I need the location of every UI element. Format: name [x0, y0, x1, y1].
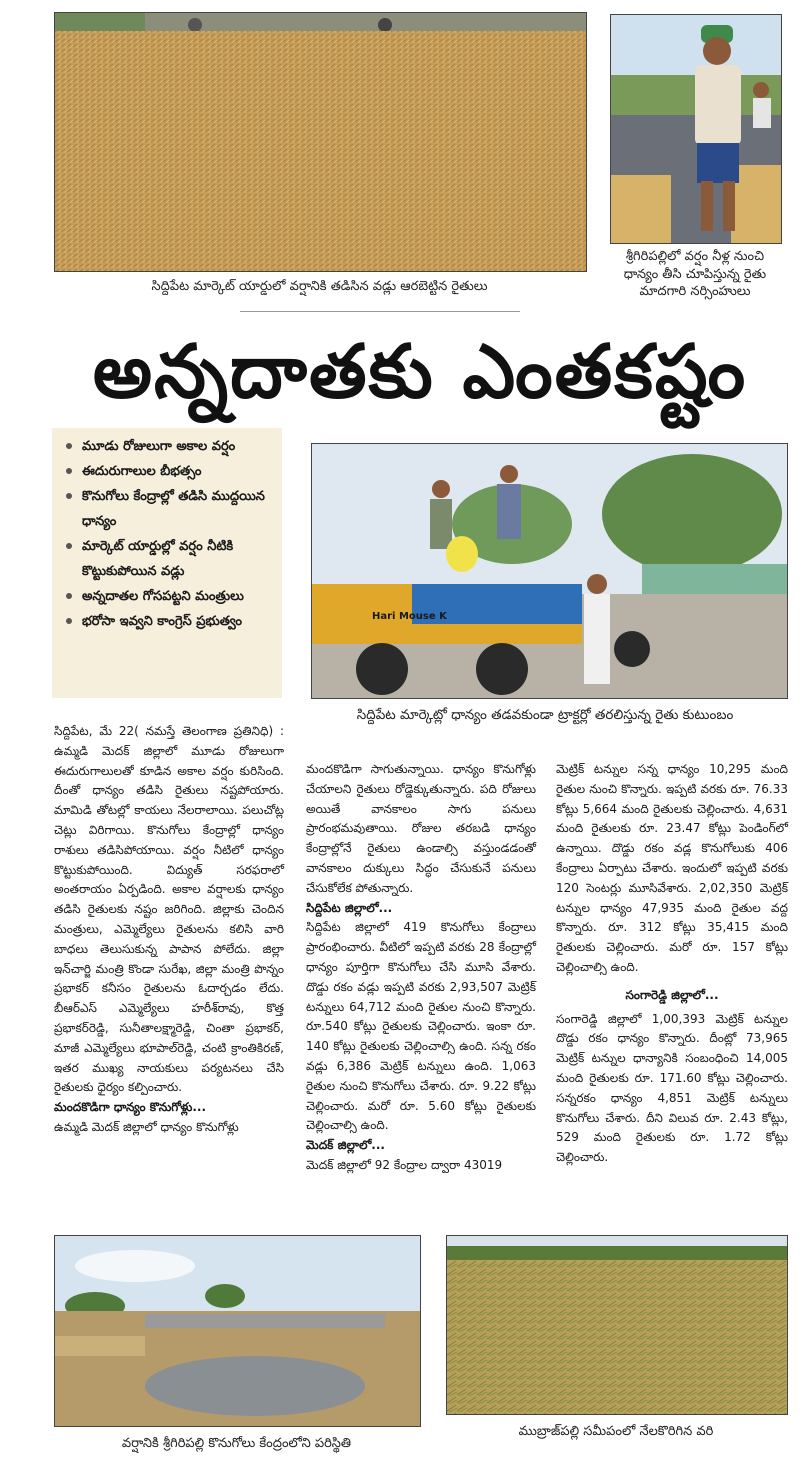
article-subheading: సంగారెడ్డి జిల్లాలో...: [625, 987, 719, 1002]
article-column-3: [556, 760, 788, 1168]
article-column-2: [306, 760, 536, 1176]
farmer-photo: [610, 14, 782, 244]
bottom-right-photo-caption: ముబ్రాజ్‌పల్లి సమీపంలో నేలకొరిగిన వరి: [518, 1424, 714, 1439]
bottom-left-photo-caption: వర్షానికి శ్రీగిరిపల్లి కొనుగోలు కేంద్రంలోని పరిస్థితి: [121, 1436, 352, 1451]
article-paragraph: సంగారెడ్డి జిల్లాలో 1,00,393 మెట్రిక్ టన్నుల దొడ్డు రకం ధాన్యం కొన్నారు. దీంట్లో 73,965 మెట్రిక్ టన్నుల ధాన్యానికి సంబంధించి 14,005 మంది రైతులకు రూ. 171.60 కోట్లు చెల్లించారు. సన్నరకం ధాన్యం 4,851 మెట్రిక్ టన్నులు కొనుగోలు చేశారు. దీని విలువ రూ. 2.43 కోట్లు, 529 మంది రైతులకు రూ. 1.72 కోట్లు చెల్లించారు.: [556, 1011, 788, 1165]
middle-photo-caption: సిద్దిపేట మార్కెట్లో ధాన్యం తడవకుండా ట్రాక్టర్లో తరలిస్తున్న రైతు కుటుంబం: [356, 707, 734, 723]
article-column-1: [54, 722, 284, 1138]
truck-board-text: Hari Mouse K: [372, 611, 447, 622]
article-subheading: మెదక్ జిల్లాలో...: [306, 1138, 385, 1153]
caption-line-2: ధాన్యం తీసి చూపిస్తున్న రైతు: [623, 266, 767, 282]
bullet-icon: [66, 618, 72, 624]
top-left-photo-caption: సిద్దిపేట మార్కెట్ యార్డులో వర్షానికి తడిసిన వడ్లు ఆరబెట్టిన రైతులు: [151, 279, 488, 294]
highlight-item: [62, 584, 274, 609]
bullet-icon: [66, 443, 72, 449]
article-subheading: మందకొడిగా ధాన్యం కొనుగోళ్లు...: [54, 1100, 207, 1115]
bullet-icon: [66, 593, 72, 599]
article-paragraph: ఉమ్మడి మెదక్ జిల్లాలో ధాన్యం కొనుగోళ్లు: [54, 1119, 239, 1134]
highlight-item: [62, 459, 274, 484]
lodged-paddy-image: [447, 1236, 787, 1414]
article-paragraph: మెట్రిక్ టన్నుల సన్న ధాన్యం 10,295 మంది రైతుల నుంచి కొన్నారు. ఇప్పటి వరకు రూ. 76.33 కోట్లు 5,664 మంది రైతులకు చెల్లించారు. 4,631 మంది రైతులకు రూ. 23.47 కోట్లు పెండింగ్‌లో ఉన్నాయి. దొడ్డు రకం వడ్ల కొనుగోలుకు 406 కేంద్రాలు ఏర్పాటు చేశారు. ఇందులో ఇప్పటి వరకు 120 సెంటర్లు మూసివేశారు. 2,02,350 మెట్రిక్ టన్నుల ధాన్యం 47,935 మంది రైతుల వద్ద కొన్నారు. రూ. 312 కోట్లు 35,415 మంది రైతులకు చెల్లించారు. మరో రూ. 157 కోట్లు చెల్లించాల్సి ఉంది.: [556, 762, 788, 974]
highlight-text: అన్నదాతల గోసపట్టని మంత్రులు: [82, 589, 244, 604]
caption-divider: [240, 311, 520, 312]
bullet-icon: [66, 468, 72, 474]
highlight-item: [62, 484, 274, 534]
fallen-paddy-photo: [446, 1235, 788, 1415]
bullet-icon: [66, 543, 72, 549]
wet-purchase-centre-image: [55, 1236, 420, 1426]
tractor-family-image: [312, 444, 787, 698]
highlight-item: [62, 434, 274, 459]
highlights-box: [52, 428, 282, 698]
farmer-image: [611, 15, 781, 243]
highlight-item: [62, 609, 274, 634]
article-paragraph: మందకొడిగా సాగుతున్నాయి. ధాన్యం కొనుగోళ్లు చేయాలని రైతులు రోడ్డెక్కుతున్నారు. పది రోజులు అయితే వానకాలం సాగు పనులు ప్రారంభమవుతాయి. రోజుల తరబడి ధాన్యం కేంద్రాల్లోనే రైతులు ఉండాల్సి వస్తుండడంతో వానకాలం దుక్కులు సిద్ధం చేసుకునే పనులు చేసుకోలేక పోతున్నారు.: [306, 762, 536, 895]
bullet-icon: [66, 493, 72, 499]
caption-line-1: శ్రీగిరిపల్లిలో వర్షం నీళ్ల నుంచి: [625, 249, 765, 264]
tractor-photo: [311, 443, 788, 699]
highlight-text: కొనుగోలు కేంద్రాల్లో తడిసి ముద్దయిన ధాన్యం: [82, 489, 265, 529]
article-paragraph: సిద్దిపేట జిల్లాలో 419 కొనుగోలు కేంద్రాలు ప్రారంభించారు. వీటిలో ఇప్పటి వరకు 28 కేంద్రాల్లో ధాన్యం పూర్తిగా కొనుగోలు చేసి మూసి వేశారు. దొడ్డు రకం వడ్లు ఇప్పటి వరకు 2,93,507 మెట్రిక్ టన్నులు 64,712 మంది రైతుల నుంచి కొన్నారు. రూ.540 కోట్లు రైతులకు చెల్లించారు. ఇంకా రూ. 140 కోట్లు రైతులకు చెల్లించాల్సి ఉంది. సన్న రకం వడ్లు 6,386 మెట్రిక్ టన్నులు ఉంది. 1,063 రైతుల నుంచి కొనుగోలు చేశారు. రూ. 9.22 కోట్లు చెల్లించారు. మరో రూ. 5.60 కోట్లు రైతులకు చెల్లించాల్సి ఉంది.: [306, 920, 536, 1133]
article-subheading: సిద్దిపేట జిల్లాలో...: [306, 900, 393, 915]
highlight-text: మార్కెట్ యార్డుల్లో వర్షం నీటికి కొట్టుకుపోయిన వడ్లు: [82, 539, 234, 579]
highlight-text: ఈదురుగాలుల బీభత్సం: [82, 464, 202, 479]
headline: అన్నదాతకు ఎంతకష్టం: [92, 329, 748, 415]
paddy-drying-image: [55, 13, 586, 271]
caption-line-3: మాదగారి నర్సింహులు: [639, 284, 751, 300]
highlights-list: [52, 428, 282, 634]
article-paragraph: సిద్దిపేట, మే 22( నమస్తే తెలంగాణ ప్రతినిధి) : ఉమ్మడి మెదక్ జిల్లాలో మూడు రోజులుగా ఈదురుగాలులతో కూడిన అకాల వర్షం కురిసింది. దీంతో ధాన్యం తడిసి రైతులు నష్టపోయారు. మామిడి తోటల్లో కాయలు నేలరాలాయి. పలుచోట్ల చెట్లు విరిగాయి. కొనుగోలు కేంద్రాల్లో ధాన్యం రాశులు తడిసిపోయాయి. వర్షం నీటిలో ధాన్యం కొట్టుకుపోయింది. విద్యుత్ సరఫరాలో అంతరాయం ఏర్పడింది. అకాల వర్షాలకు ధాన్యం తడిసి రైతులకు నష్టం జరిగింది. జిల్లాకు చెందిన మంత్రులు, ఎమ్మెల్యేలు రైతులను కలిసి వారి బాధలు తెలుసుకున్న పాపాన పోలేదు. జిల్లా ఇన్‌చార్జి మంత్రి కొండా సురేఖ, జిల్లా మంత్రి పొన్నం ప్రభాకర్ కనీసం రైతులను ఓదార్చడం లేదు. బీఆర్ఎస్ ఎమ్మెల్యేలు హరీశ్‌రావు, కొత్త ప్రభాకర్‌రెడ్డి, సునీతాలక్ష్మారెడ్డి, చింతా ప్రభాకర్, మాజీ ఎమ్మెల్యేలు భూపాల్‌రెడ్డి, చంటి క్రాంతికిరణ్, ఇతర ముఖ్య నాయకులు పర్యటనలు చేసి రైతులకు ధైర్యం కల్పించారు.: [54, 724, 284, 1095]
market-yard-paddy-photo: [54, 12, 587, 272]
highlight-text: భరోసా ఇవ్వని కాంగ్రెస్ ప్రభుత్వం: [82, 614, 243, 629]
article-paragraph: మెదక్ జిల్లాలో 92 కేంద్రాల ద్వారా 43019: [306, 1157, 503, 1172]
top-right-photo-caption: [600, 248, 790, 301]
highlight-item: [62, 534, 274, 584]
highlight-text: మూడు రోజులుగా అకాల వర్షం: [82, 439, 236, 454]
purchase-centre-photo: [54, 1235, 421, 1427]
